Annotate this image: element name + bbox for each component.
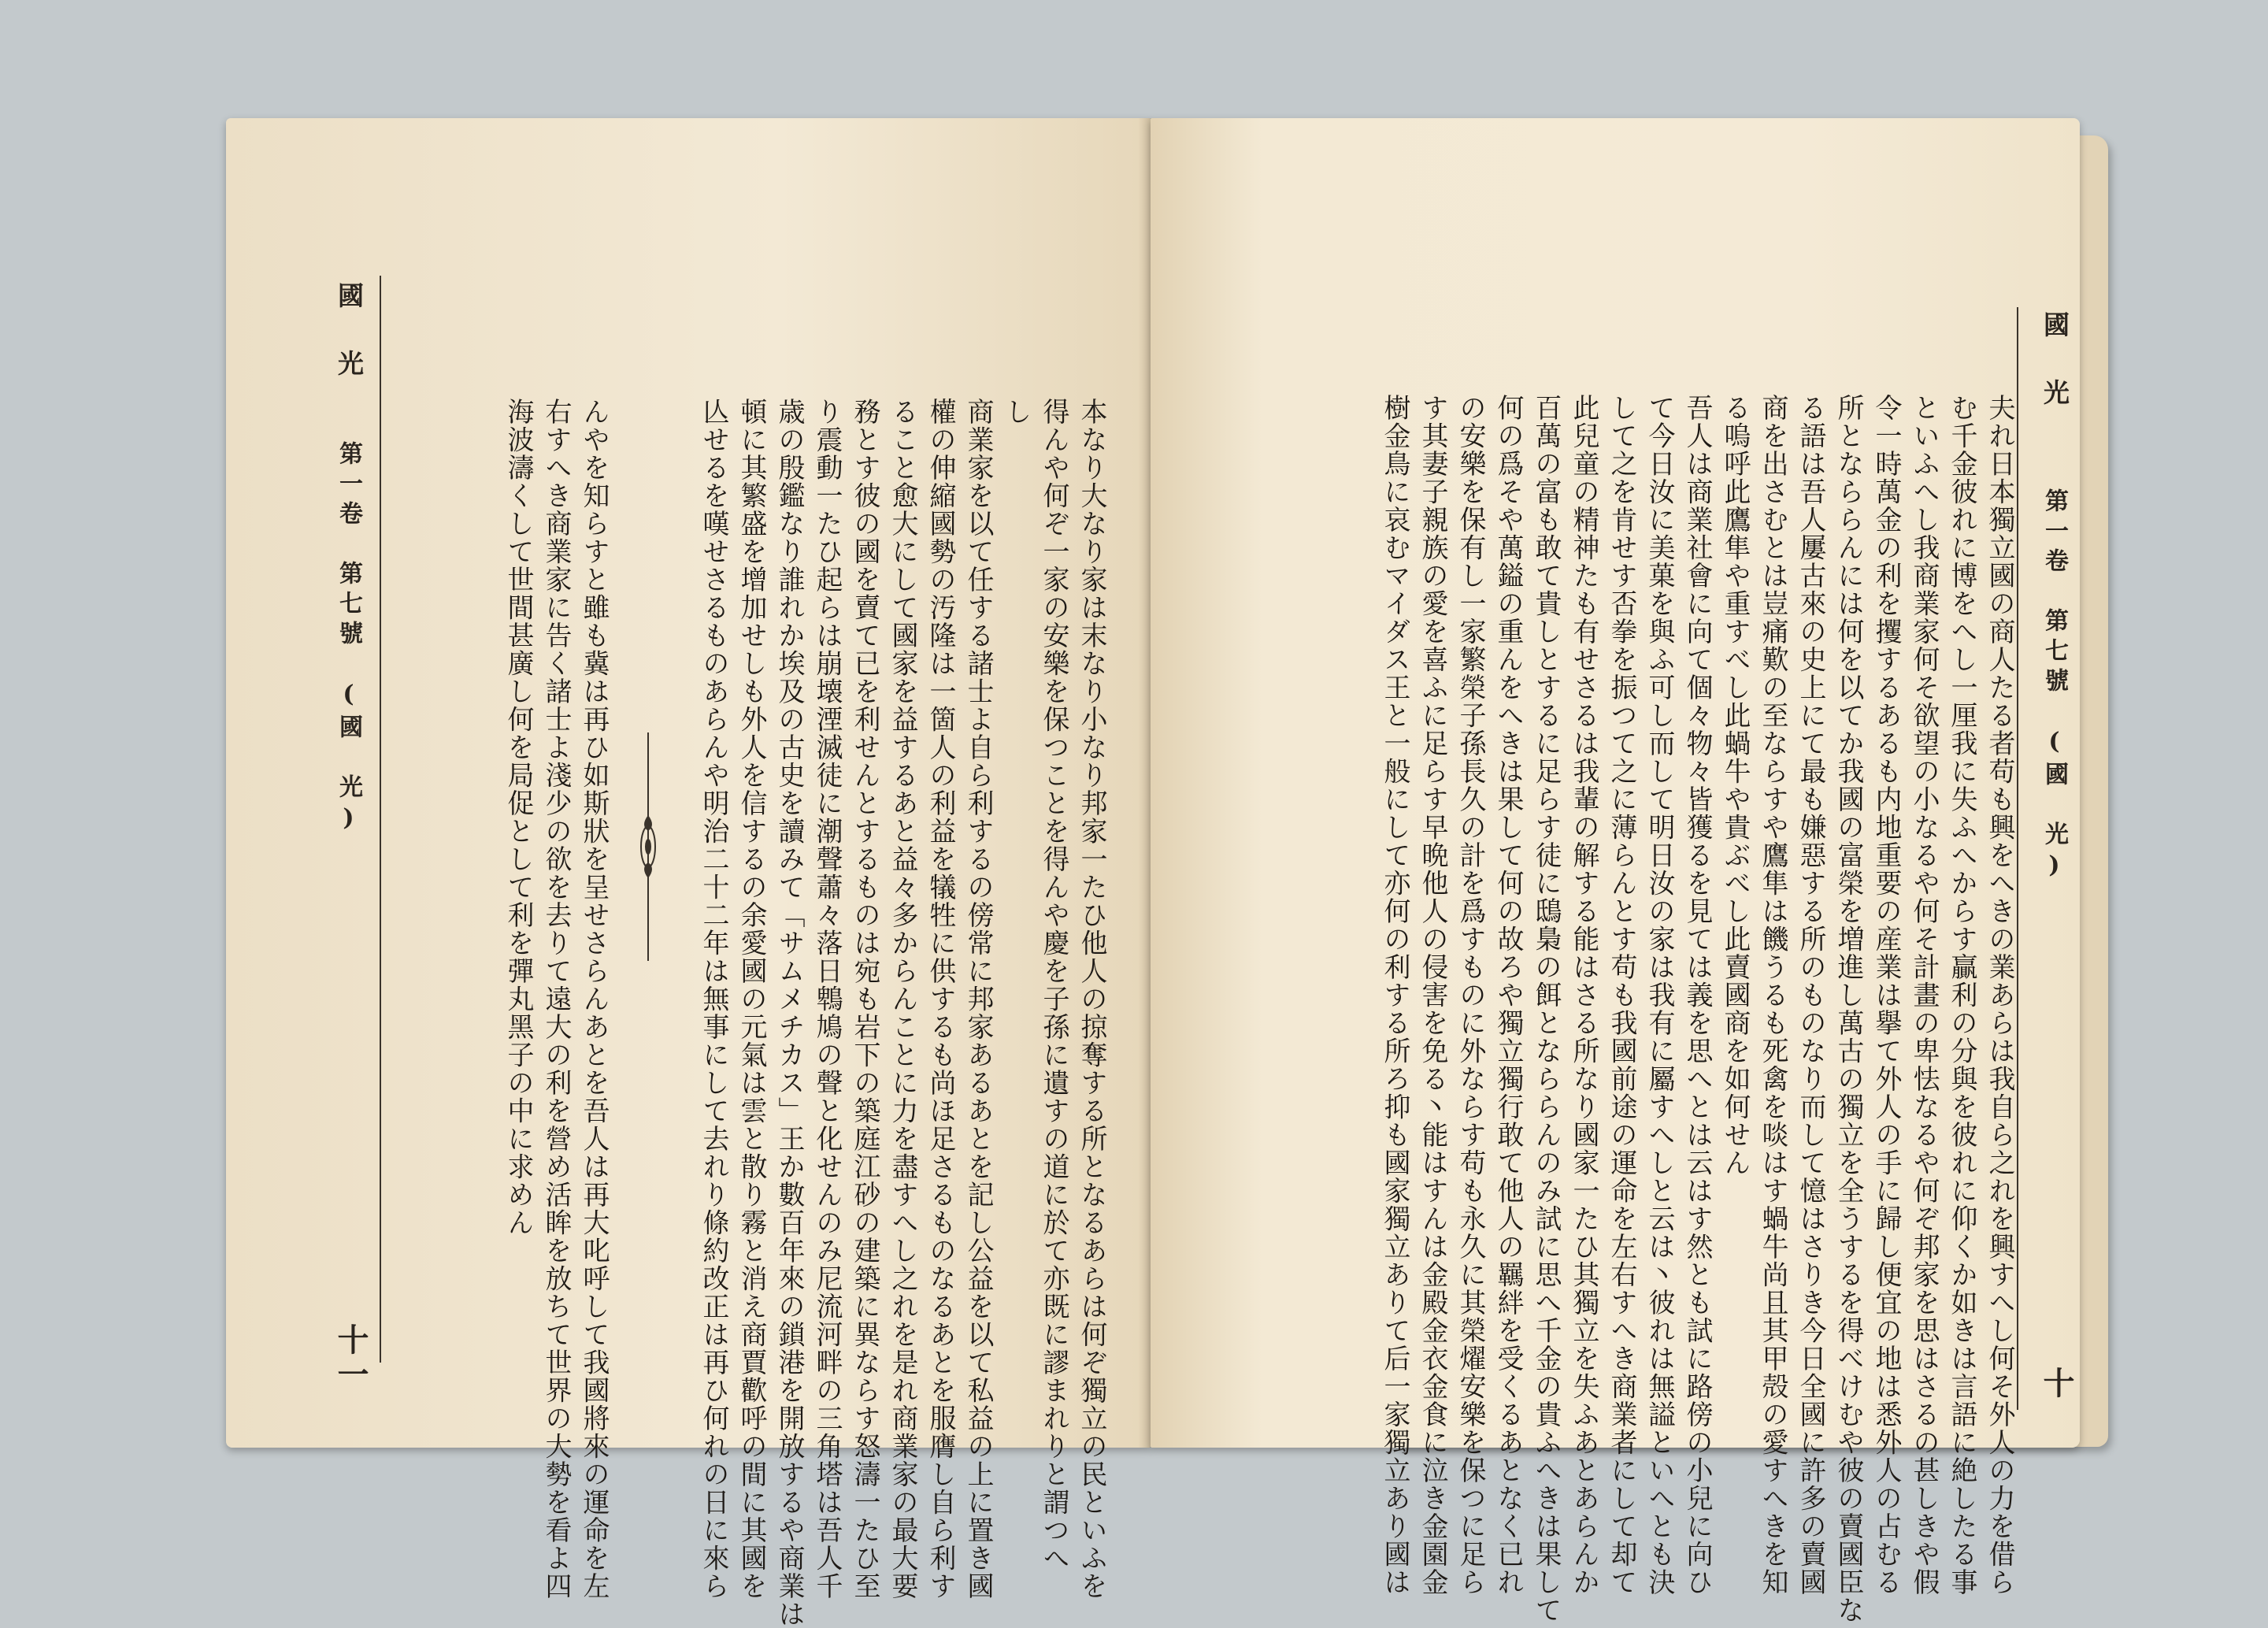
text-column: して之を肯せす否拳を振つて之に薄らんとす苟も我國前途の運命を左右すへき商業者にして却て xyxy=(1606,394,1637,1596)
text-column: 得んや何ぞ一家の安樂を保つことを得んや慶を子孫に遺すの道に於て亦既に謬まれりと謂つへ xyxy=(1038,398,1069,1572)
text-column: 樹金鳥に哀むマイダス王と一般にして亦何の利する所ろ抑も國家獨立ありて后一家獨立あり國は xyxy=(1379,394,1410,1596)
right-page xyxy=(1151,118,2080,1624)
text-column: んやを知らすと雖も冀は再ひ如斯狀を呈せさらんあとを吾人は再大叱呼して我國將來の運命を左 xyxy=(578,398,610,1600)
section-ornament xyxy=(632,732,664,961)
text-column: ること愈大にして國家を益するあと益々多からんことに力を盡すへし之れを是れ商業家の最大要 xyxy=(887,398,918,1600)
text-column: 權の伸縮國勢の汚隆は一箇人の利益を犠牲に供するも尚ほ足さるものなるあとを服膺し自ら利す xyxy=(925,398,956,1600)
text-column: 吾人は商業社會に向て個々物々皆獲るを見ては義を思へとは云はす然とも試に路傍の小兒に向ひ xyxy=(1681,394,1713,1596)
left-page xyxy=(226,118,1151,1628)
text-column: 商業家を以て任する諸士よ自ら利するの傍常に邦家あるあとを記し公益を以て私益の上に置き國 xyxy=(962,398,994,1600)
text-column: 令一時萬金の利を攫するあるも内地重要の産業は擧て外人の手に歸し便宜の地は悉外人の占むる xyxy=(1870,394,1902,1596)
text-column: 務とす彼の國を賣て已を利せんとするものは宛も岩下の築庭江砂の建築に異ならす怒濤一たひ至 xyxy=(849,398,880,1600)
text-column: 本なり大なり家は末なり小なり邦家一たひ他人の掠奪する所となるあらは何ぞ獨立の民といふを xyxy=(1076,398,1107,1600)
text-column: 夫れ日本獨立國の商人たる者苟も興をへきの業あらは我自ら之れを興すへし何そ外人の力を借ら xyxy=(1984,394,2015,1596)
text-column: む千金彼れに博をへし一厘我に失ふへからす贏利の分與を彼れに仰くか如きは言語に絶したる事 xyxy=(1946,394,1977,1596)
text-column: る語は吾人屢古來の史上にて最も嫌惡する所のものなり而して憶はさりき今日全國に許多の賣國 xyxy=(1795,394,1826,1596)
journal-title: 國 光 xyxy=(334,282,365,384)
text-column: 此兒童の精神たも有せさるは我輩の解する能はさる所なり國家一たひ其獨立を失ふあとあらんか xyxy=(1568,394,1599,1596)
journal-title: 國 光 xyxy=(2040,311,2070,413)
volume-issue: 第一卷 第七號 (國 光) xyxy=(335,441,362,838)
left-page-rule xyxy=(380,276,381,1363)
text-column: し xyxy=(1000,398,1032,426)
volume-issue: 第一卷 第七號 (國 光) xyxy=(2040,488,2068,885)
text-column: 亾せるを嘆せさるものあらんや明治二十二年は無事にして去れり條約改正は再ひ何れの日に來ら xyxy=(698,398,729,1600)
text-column: の安樂を保有し一家繁榮子孫長久の計を爲すものに外ならす苟も永久に其榮燿安樂を保つに足ら xyxy=(1455,394,1486,1596)
right-page-rule xyxy=(2017,307,2018,1410)
text-column: す其妻子親族の愛を喜ふに足らす早晩他人の侵害を免る丶能はすんは金殿金衣金食に泣き金園金 xyxy=(1417,394,1448,1596)
text-column: 百萬の富も敢て貴しとするに足らす徒に鴟梟の餌となららんのみ試に思へ千金の貴ふへきは果して xyxy=(1530,394,1562,1624)
text-column: 所となららんには何を以てか我國の富榮を増進し萬古の獨立を全うするを得べけむや彼の賣國臣な xyxy=(1833,394,1864,1624)
right-page-number: 十 xyxy=(2038,1367,2075,1398)
text-column: 商を出さむとは豈痛歎の至ならすや鷹隼は饑うるも死禽を啖はす蝸牛尚且其甲殻の愛すへきを知 xyxy=(1757,394,1788,1596)
text-column: 頓に其繁盛を增加せしも外人を信するの余愛國の元氣は雲と散り霧と消え商賈歡呼の間に其國を xyxy=(736,398,767,1600)
text-column: 右すへき商業家に告く諸士よ淺少の欲を去りて遠大の利を營め活眸を放ちて世界の大勢を看よ四 xyxy=(540,398,572,1600)
text-column: り震動一たひ起らは崩壊湮滅徒に潮聲蕭々落日鵯鳩の聲と化せんのみ尼流河畔の三角塔は吾人千 xyxy=(811,398,843,1600)
text-column: て今日汝に美菓を與ふ可し而して明日汝の家は我有に屬すへしと云は丶彼れは無謚といへとも決 xyxy=(1644,394,1675,1596)
text-column: 歳の殷鑑なり誰れか埃及の古史を讀みて「サムメチカス」王か數百年來の鎖港を開放するや商業は xyxy=(773,398,805,1628)
open-book xyxy=(226,112,2092,1628)
text-column: 海波濤くして世間甚廣し何を局促として利を彈丸黑子の中に求めん xyxy=(502,398,534,1237)
text-column: といふへし我商業家何そ欲望の小なるや何そ計畫の卑怯なるや何ぞ邦家を思はさるの甚しきや假 xyxy=(1908,394,1940,1596)
left-page-number: 十一 xyxy=(332,1323,369,1393)
text-column: る嗚呼此鷹隼や重すべし此蝸牛や貴ぶべし此賣國商を如何せん xyxy=(1719,394,1751,1177)
text-column: 何の爲そや萬鎰の重んをへきは果して何の故ろや獨立獨行敢て他人の羈絆を受くるあとなく已れ xyxy=(1492,394,1524,1596)
